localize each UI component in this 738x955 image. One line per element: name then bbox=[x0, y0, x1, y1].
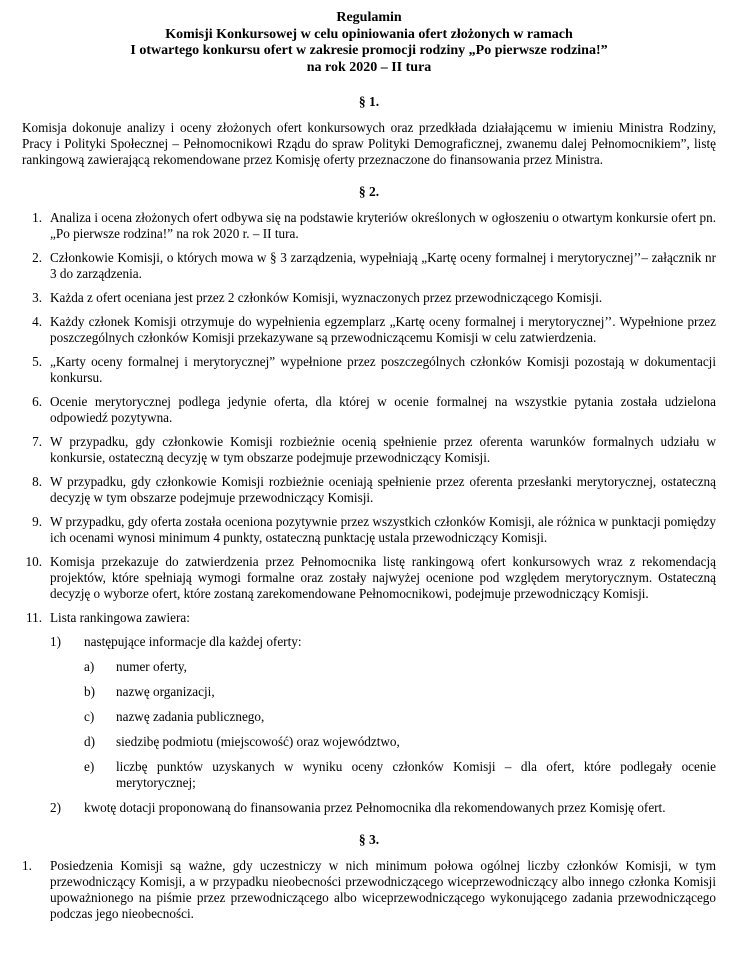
sub-letter-list bbox=[22, 659, 716, 791]
list-item bbox=[22, 210, 716, 242]
list-item bbox=[22, 514, 716, 546]
section-2-heading: § 2. bbox=[358, 184, 380, 199]
title-line-3: I otwartego konkursu ofert w zakresie promocji rodziny „Po pierwsze rodzina!” bbox=[130, 43, 608, 58]
list-text: Komisja przekazuje do zatwierdzenia przez Pełnomocnika listę rankingową ofert konkursowych wraz z rekomendacją projektów, które spełniają wymogi formalne oraz zostały najwyżej ocenione pod względem merytorycznym. Ostateczną decyzję o wyborze ofert, które zostaną zarekomendowane Pełnomocnikowi, podejmuje przewodniczący Komisji. bbox=[50, 554, 716, 601]
list-text: kwotę dotacji proponowaną do finansowania przez Pełnomocnika dla rekomendowanych przez Komisję ofert. bbox=[84, 800, 666, 815]
list-number: 1. bbox=[22, 858, 32, 873]
list-text: siedzibę podmiotu (miejscowość) oraz województwo, bbox=[116, 734, 400, 749]
section-3-list bbox=[22, 858, 716, 922]
list-number: 1. bbox=[32, 210, 42, 225]
list-text: nazwę zadania publicznego, bbox=[116, 709, 265, 724]
list-item bbox=[22, 314, 716, 346]
list-item bbox=[84, 709, 716, 725]
list-item bbox=[84, 759, 716, 791]
list-number: c) bbox=[84, 709, 95, 724]
list-number: 6. bbox=[32, 394, 42, 409]
title-line-1: Regulamin bbox=[336, 10, 402, 25]
list-item bbox=[84, 684, 716, 700]
list-number: 9. bbox=[32, 514, 42, 529]
list-number: a) bbox=[84, 659, 95, 674]
list-text: Lista rankingowa zawiera: bbox=[50, 610, 190, 625]
list-text: Ocenie merytorycznej podlega jedynie oferta, dla której w ocenie formalnej na wszystkie pytania została udzielona odpowiedź pozytywna. bbox=[50, 394, 716, 425]
list-text: następujące informacje dla każdej oferty: bbox=[84, 634, 302, 649]
list-text: Analiza i ocena złożonych ofert odbywa się na podstawie kryteriów określonych w ogłoszeniu o otwartym konkursie ofert pn. „Po pierwsze rodzina!” na rok 2020 r. – II tura. bbox=[50, 210, 716, 241]
list-item bbox=[22, 354, 716, 386]
list-number: 2. bbox=[32, 250, 42, 265]
list-text: „Karty oceny formalnej i merytorycznej” wypełnione przez poszczególnych członków Komisji pozostają w dokumentacji konkursu. bbox=[50, 354, 716, 385]
list-number: 2) bbox=[50, 800, 61, 815]
document-title bbox=[22, 10, 716, 76]
list-text: liczbę punktów uzyskanych w wyniku oceny członków Komisji – dla ofert, które podlegały ocenie merytorycznej; bbox=[116, 759, 716, 790]
list-number: d) bbox=[84, 734, 95, 749]
list-item-11-2 bbox=[50, 800, 716, 816]
list-text: numer oferty, bbox=[116, 659, 187, 674]
list-text: nazwę organizacji, bbox=[116, 684, 215, 699]
list-number: 7. bbox=[32, 434, 42, 449]
list-number: e) bbox=[84, 759, 95, 774]
list-item bbox=[22, 290, 716, 306]
list-number: 4. bbox=[32, 314, 42, 329]
list-text: W przypadku, gdy oferta została oceniona pozytywnie przez wszystkich członków Komisji, ale różnica w punktacji pomiędzy ich ocenami wynosi minimum 4 punkty, ostateczną punktację ustala przewodniczący Komisji. bbox=[50, 514, 716, 545]
list-item-11-1 bbox=[50, 634, 716, 650]
section-1-heading: § 1. bbox=[358, 94, 380, 109]
list-number: 1) bbox=[50, 634, 61, 649]
section-1-text: Komisja dokonuje analizy i oceny złożonych ofert konkursowych oraz przedkłada działającemu w imieniu Ministra Rodziny, Pracy i Polityki Społecznej – Pełnomocnikowi Rządu do spraw Polityki Demograficznej, zwanemu dalej Pełnomocnikiem”, listę rankingową zawierającą rekomendowane przez Komisję oferty przeznaczone do finansowania przez Ministra. bbox=[22, 120, 716, 167]
list-item bbox=[22, 394, 716, 426]
list-item bbox=[84, 734, 716, 750]
list-item bbox=[22, 250, 716, 282]
list-text: Każdy członek Komisji otrzymuje do wypełnienia egzemplarz „Kartę oceny formalnej i merytorycznej’’. Wypełnione przez poszczególnych członków Komisji przekazywane są przewodniczącemu Komisji w celu zatwierdzenia. bbox=[50, 314, 716, 345]
list-text: Posiedzenia Komisji są ważne, gdy uczestniczy w nich minimum połowa ogólnej liczby członków Komisji, w tym przewodniczący Komisji, a w przypadku nieobecności przewodniczącego wiceprzewodniczący albo innego członka Komisji upoważnionego na piśmie przez przewodniczącego albo wiceprzewodniczącego wykonującego zadania przewodniczącego podczas jego nieobecności. bbox=[50, 858, 716, 921]
list-text: W przypadku, gdy członkowie Komisji rozbieżnie oceniają spełnienie przez oferenta przesłanki merytorycznej, ostateczną decyzję w tym obszarze podejmuje przewodniczący Komisji. bbox=[50, 474, 716, 505]
section-2-list bbox=[22, 210, 716, 626]
list-item bbox=[22, 434, 716, 466]
list-text: W przypadku, gdy członkowie Komisji rozbieżnie ocenią spełnienie przez oferenta warunków formalnych udziału w konkursie, ostateczną decyzję w tym obszarze podejmuje przewodniczący Komisji. bbox=[50, 434, 716, 465]
list-number: 5. bbox=[32, 354, 42, 369]
list-number: b) bbox=[84, 684, 95, 699]
list-number: 10. bbox=[25, 554, 42, 569]
list-number: 11. bbox=[26, 610, 42, 625]
list-item bbox=[84, 659, 716, 675]
list-number: 8. bbox=[32, 474, 42, 489]
section-3-heading: § 3. bbox=[358, 832, 380, 847]
list-number: 3. bbox=[32, 290, 42, 305]
list-item bbox=[22, 610, 716, 626]
list-text: Każda z ofert oceniana jest przez 2 członków Komisji, wyznaczonych przez przewodniczącego Komisji. bbox=[50, 290, 603, 305]
title-line-4: na rok 2020 – II tura bbox=[306, 59, 432, 75]
list-text: Członkowie Komisji, o których mowa w § 3 zarządzenia, wypełniają „Kartę oceny formalnej i merytorycznej’’– załącznik nr 3 do zarządzenia. bbox=[50, 250, 716, 281]
list-item bbox=[22, 474, 716, 506]
list-item bbox=[22, 554, 716, 602]
list-item bbox=[22, 858, 716, 922]
title-line-2: Komisji Konkursowej w celu opiniowania ofert złożonych w ramach bbox=[165, 26, 573, 42]
